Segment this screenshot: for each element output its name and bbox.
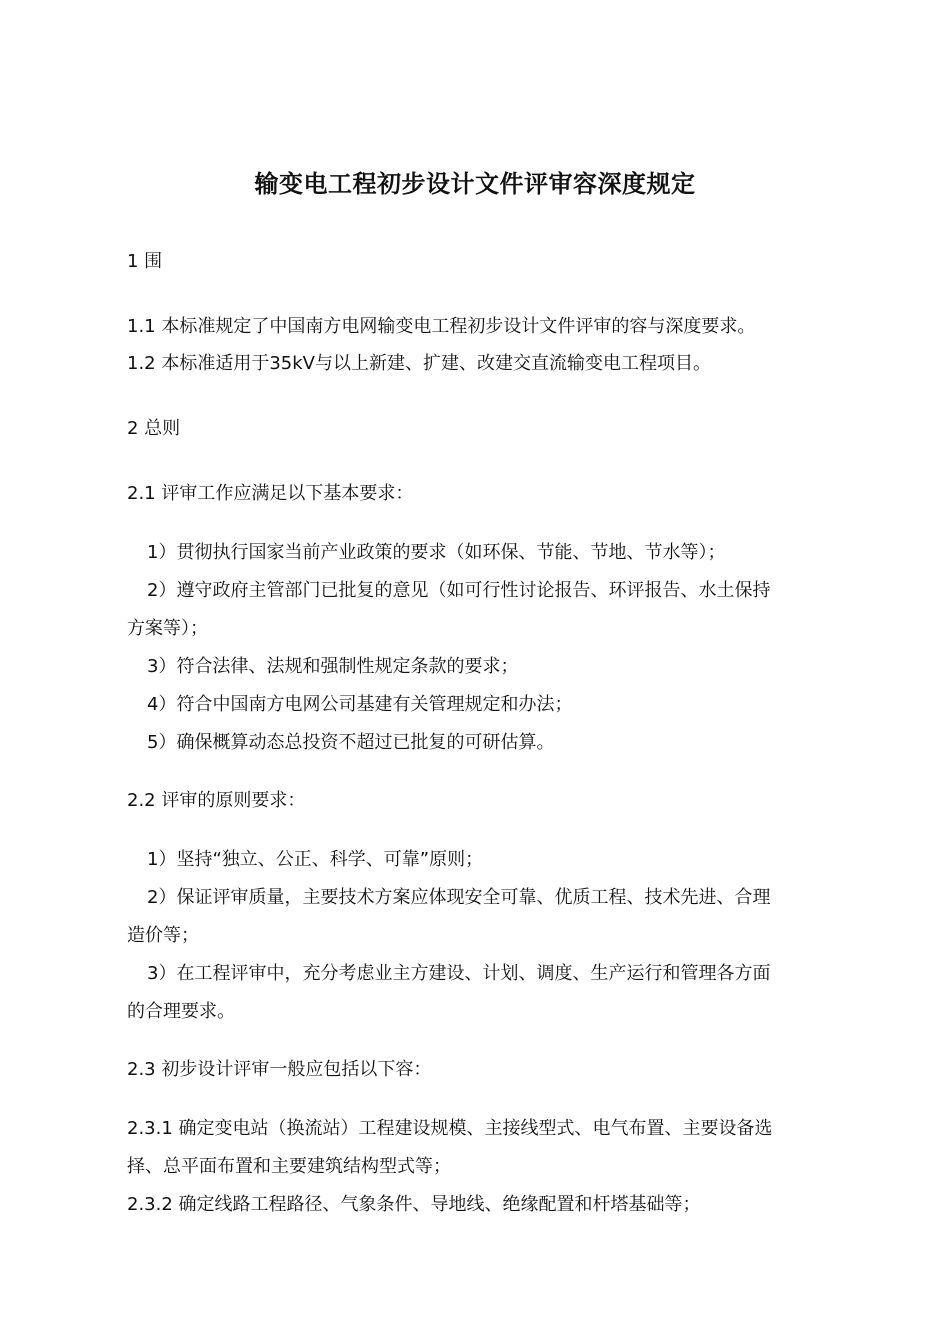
list-item-continuation: 的合理要求。 — [127, 1001, 235, 1022]
paragraph-1-2: 1.2 本标准适用于35kV与以上新建、扩建、改建交直流输变电工程项目。 — [127, 353, 711, 374]
section-heading-1: 1 围 — [127, 251, 163, 272]
paragraph-2-3: 2.3 初步设计评审一般应包括以下容： — [127, 1059, 432, 1080]
list-item: 4）符合中国南方电网公司基建有关管理规定和办法； — [147, 694, 573, 715]
paragraph-2-3-1-continuation: 择、总平面布置和主要建筑结构型式等； — [127, 1156, 451, 1177]
list-item-continuation: 方案等）； — [127, 618, 208, 639]
document-title: 输变电工程初步设计文件评审容深度规定 — [254, 170, 696, 198]
list-item: 3）在工程评审中，充分考虑业主方建设、计划、调度、生产运行和管理各方面 — [147, 963, 771, 984]
list-item: 5）确保概算动态总投资不超过已批复的可研估算。 — [147, 732, 555, 753]
paragraph-2-3-2: 2.3.2 确定线路工程路径、气象条件、导地线、绝缘配置和杆塔基础等； — [127, 1194, 701, 1215]
list-item: 3）符合法律、法规和强制性规定条款的要求； — [147, 656, 519, 677]
paragraph-2-2: 2.2 评审的原则要求： — [127, 790, 306, 811]
list-item-continuation: 造价等； — [127, 925, 199, 946]
paragraph-1-1: 1.1 本标准规定了中国南方电网输变电工程初步设计文件评审的容与深度要求。 — [127, 316, 756, 337]
section-heading-2: 2 总则 — [127, 418, 181, 439]
paragraph-2-3-1: 2.3.1 确定变电站（换流站）工程建设规模、主接线型式、电气布置、主要设备选 — [127, 1118, 773, 1139]
list-item: 2）遵守政府主管部门已批复的意见（如可行性讨论报告、环评报告、水土保持 — [147, 580, 771, 601]
paragraph-2-1: 2.1 评审工作应满足以下基本要求： — [127, 483, 414, 504]
list-item: 1）坚持“独立、公正、科学、可靠”原则； — [147, 849, 484, 870]
list-item: 1）贯彻执行国家当前产业政策的要求（如环保、节能、节地、节水等）； — [147, 542, 726, 563]
list-item: 2）保证评审质量，主要技术方案应体现安全可靠、优质工程、技术先进、合理 — [147, 887, 771, 908]
